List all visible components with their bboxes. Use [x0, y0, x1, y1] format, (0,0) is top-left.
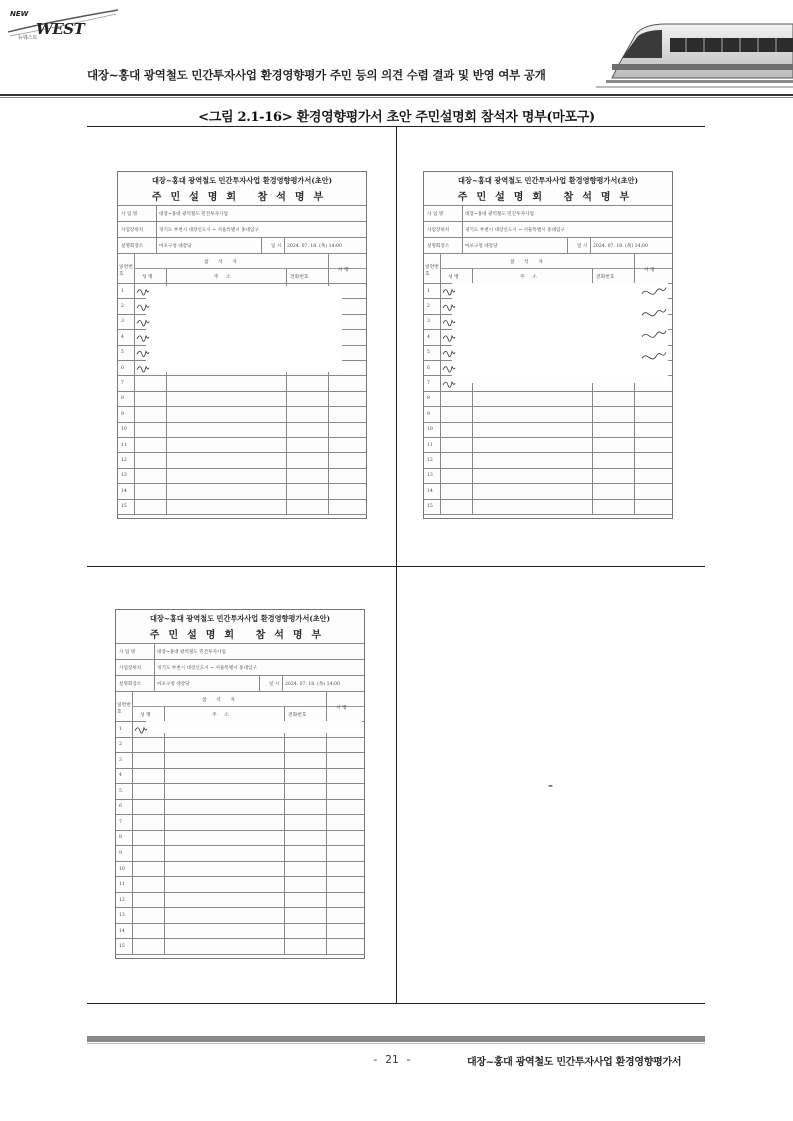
form-value: 경기도 부천시 대장신도시 ~ 서울특별시 홍대입구	[159, 227, 259, 233]
form-row-number: 10	[119, 866, 125, 872]
form-title: 대장~홍대 광역철도 민간투자사업 환경영향평가서(초안)	[151, 176, 333, 185]
form-row-number: 3	[119, 757, 122, 763]
form-row-number: 2	[121, 304, 124, 310]
form-value: 경기도 부천시 대장신도시 ~ 서울특별시 홍대입구	[465, 227, 565, 233]
form-row-number: 4	[121, 334, 124, 340]
form-row-number: 6	[119, 804, 122, 810]
form-label: 사업장위치	[121, 227, 144, 233]
form-row-number: 9	[121, 411, 124, 417]
handwritten-mark	[137, 351, 149, 356]
form-name-label: 성 명	[142, 275, 153, 280]
form-row-number: 12	[427, 458, 433, 464]
footer-rule-thin	[87, 1043, 705, 1044]
form-attendee-label: 참 석 자	[204, 260, 241, 265]
form-row-number: 7	[427, 381, 430, 387]
form-row-number: 11	[121, 442, 127, 448]
signature-mark	[642, 288, 666, 295]
form-row-number: 6	[121, 365, 124, 371]
form-row-number: 8	[121, 396, 124, 402]
handwritten-mark	[135, 728, 147, 733]
form-row-number: 14	[121, 488, 127, 494]
form-subtitle: 주민설명회 참석명부	[457, 192, 639, 203]
handwritten-mark	[443, 336, 455, 341]
form-phone-label: 전화번호	[288, 713, 307, 718]
form-name-label: 성 명	[448, 275, 459, 280]
form-sign-label: 서 명	[644, 268, 655, 273]
handwritten-mark	[443, 351, 455, 356]
form-date-value: 2024. 07. 18. (목) 14:00	[287, 243, 342, 249]
form-name-label: 성 명	[140, 713, 151, 718]
form-subtitle: 주민설명회 참석명부	[151, 192, 333, 203]
header-rule	[0, 94, 793, 96]
form-row-number: 14	[427, 488, 433, 494]
form-row-number: 5	[119, 788, 122, 794]
form-row-number: 8	[427, 396, 430, 402]
form-row-number: 2	[427, 304, 430, 310]
form-row-number: 7	[121, 381, 124, 387]
handwritten-mark	[443, 290, 455, 295]
form-label: 사업장위치	[427, 227, 450, 233]
form-value: 대장~홍대 광역철도 민간투자사업	[465, 211, 534, 217]
form-value: 마포구청 대강당	[465, 243, 498, 249]
form-label: 사 업 명	[121, 211, 138, 217]
form-row-number: 6	[427, 365, 430, 371]
form-row-number: 4	[119, 773, 122, 779]
handwriting-scribbles	[116, 610, 365, 958]
form-title: 대장~홍대 광역철도 민간투자사업 환경영향평가서(초안)	[149, 614, 331, 623]
form-label: 사업장위치	[119, 665, 142, 671]
form-row-number: 1	[119, 726, 122, 732]
form-date-label: 일 시	[269, 681, 280, 687]
figure-grid	[87, 126, 705, 1004]
empty-cell-mark: -	[548, 778, 554, 794]
train-illustration	[596, 8, 793, 94]
form-no-label: 일련번호	[425, 265, 439, 277]
form-phone-label: 전화번호	[596, 275, 615, 280]
form-row-number: 9	[119, 851, 122, 857]
signature-mark	[642, 309, 666, 316]
handwritten-mark	[443, 305, 455, 310]
attendee-sheet-1	[117, 171, 367, 519]
form-row-number: 7	[119, 819, 122, 825]
form-row-number: 12	[121, 458, 127, 464]
logo-sub-text: 뉴웨스트	[18, 35, 38, 41]
form-date-value: 2024. 07. 18. (목) 14:00	[593, 243, 648, 249]
form-row-number: 12	[119, 897, 125, 903]
figure-caption: <그림 2.1-16> 환경영향평가서 초안 주민설명회 참석자 명부(마포구)	[198, 110, 595, 125]
form-row-number: 3	[121, 319, 124, 325]
form-sign-label: 서 명	[338, 268, 349, 273]
handwritten-mark	[137, 336, 149, 341]
logo-new-text: NEW	[10, 10, 29, 18]
form-phone-label: 전화번호	[290, 275, 309, 280]
form-value: 대장~홍대 광역철도 민간투자사업	[157, 649, 226, 655]
footer-title: 대장~홍대 광역철도 민간투자사업 환경영향평가서	[467, 1057, 682, 1068]
form-row-number: 13	[427, 473, 433, 479]
form-label: 설명회장소	[121, 243, 144, 249]
form-attendee-label: 참 석 자	[202, 698, 239, 703]
form-no-label: 일련번호	[119, 265, 133, 277]
form-value: 경기도 부천시 대장신도시 ~ 서울특별시 홍대입구	[157, 665, 257, 671]
handwritten-mark	[137, 305, 149, 310]
form-row-number: 3	[427, 319, 430, 325]
form-row-number: 1	[121, 288, 124, 294]
form-row-number: 15	[427, 504, 433, 510]
footer-rule	[87, 1036, 705, 1042]
handwritten-mark	[137, 367, 149, 372]
form-row-number: 5	[121, 350, 124, 356]
grid-center-divider	[396, 126, 397, 1004]
form-row-number: 11	[427, 442, 433, 448]
form-label: 사 업 명	[427, 211, 444, 217]
form-subtitle: 주민설명회 참석명부	[149, 630, 331, 641]
signature-mark	[642, 352, 666, 359]
form-value: 대장~홍대 광역철도 민간투자사업	[159, 211, 228, 217]
handwriting-scribbles	[118, 172, 367, 518]
form-row-number: 1	[427, 288, 430, 294]
handwriting-scribbles	[424, 172, 673, 518]
handwritten-mark	[443, 382, 455, 387]
form-address-label: 주 소	[212, 713, 232, 718]
form-no-label: 일련번호	[117, 703, 131, 715]
form-row-number: 5	[427, 350, 430, 356]
form-row-number: 8	[119, 835, 122, 841]
attendee-sheet-3	[115, 609, 365, 959]
form-date-label: 일 시	[271, 243, 282, 249]
form-row-number: 15	[121, 504, 127, 510]
form-row-number: 4	[427, 334, 430, 340]
logo-west-text: WEST	[36, 20, 85, 38]
handwritten-mark	[137, 321, 149, 326]
form-row-number: 10	[121, 427, 127, 433]
page-number: - 21 -	[372, 1053, 412, 1066]
form-label: 사 업 명	[119, 649, 136, 655]
form-label: 설명회장소	[427, 243, 450, 249]
form-row-number: 15	[119, 944, 125, 950]
form-attendee-label: 참 석 자	[510, 260, 547, 265]
form-row-number: 13	[119, 913, 125, 919]
handwritten-mark	[137, 290, 149, 295]
handwritten-mark	[443, 321, 455, 326]
company-logo	[8, 8, 118, 48]
document-header-title: 대장~홍대 광역철도 민간투자사업 환경영향평가 주민 등의 의견 수렴 결과 및 반영 여부 공개	[87, 68, 546, 82]
form-sign-label: 서 명	[336, 706, 347, 711]
form-title: 대장~홍대 광역철도 민간투자사업 환경영향평가서(초안)	[457, 176, 639, 185]
form-row-number: 2	[119, 742, 122, 748]
attendee-sheet-2	[423, 171, 673, 519]
signature-mark	[642, 331, 666, 338]
form-date-value: 2024. 07. 18. (목) 14:00	[285, 681, 340, 687]
form-value: 마포구청 대강당	[157, 681, 190, 687]
form-address-label: 주 소	[520, 275, 540, 280]
header-rule-thin	[0, 97, 793, 98]
form-row-number: 14	[119, 928, 125, 934]
form-label: 설명회장소	[119, 681, 142, 687]
form-row-number: 9	[427, 411, 430, 417]
form-row-number: 10	[427, 427, 433, 433]
form-row-number: 11	[119, 882, 125, 888]
form-address-label: 주 소	[214, 275, 234, 280]
form-date-label: 일 시	[577, 243, 588, 249]
form-value: 마포구청 대강당	[159, 243, 192, 249]
form-row-number: 13	[121, 473, 127, 479]
handwritten-mark	[443, 367, 455, 372]
